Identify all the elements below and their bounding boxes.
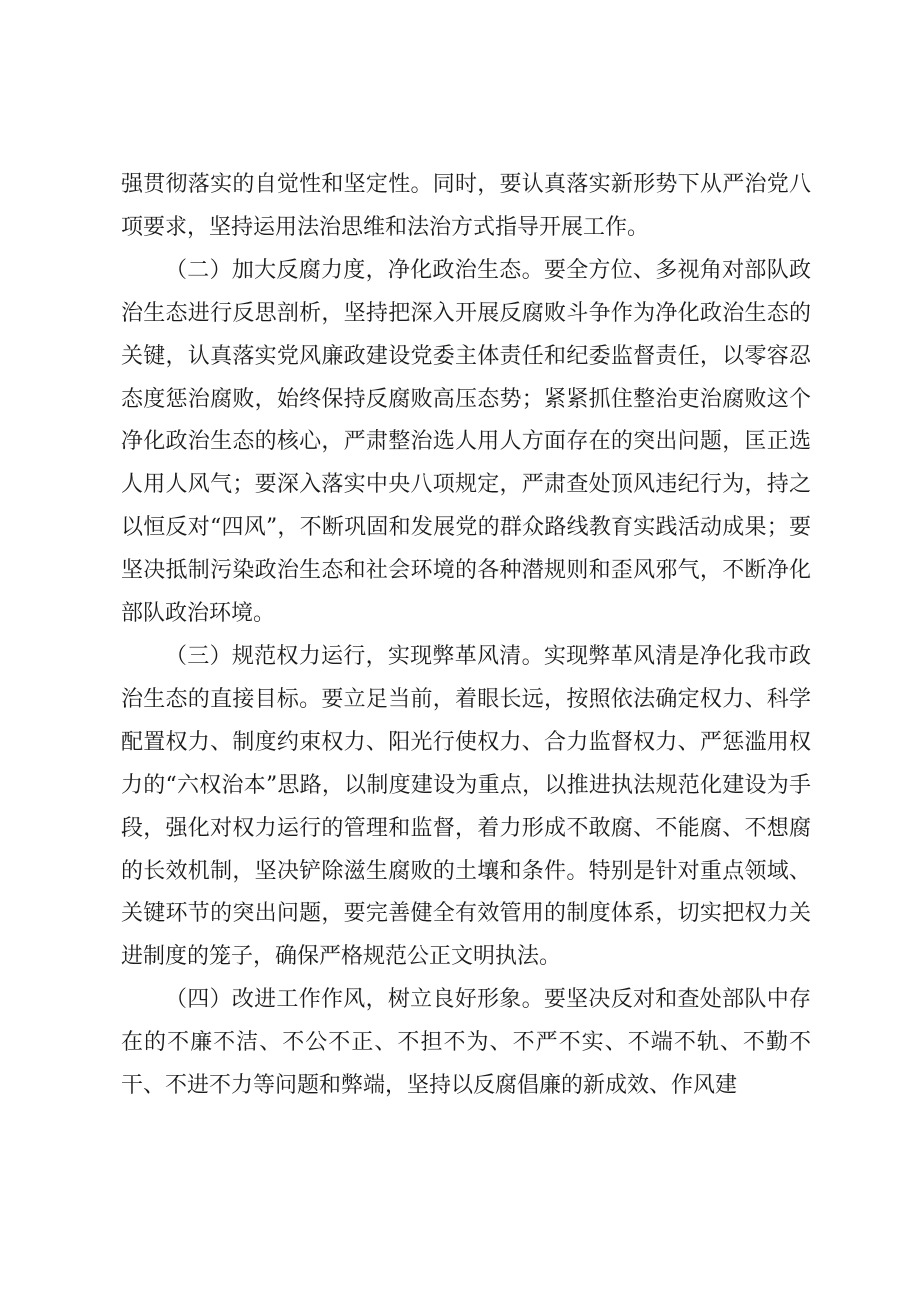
paragraph-section-2: （二）加大反腐力度，净化政治生态。要全方位、多视角对部队政治生态进行反思剖析，坚持把深入开展反腐败斗争作为净化政治生态的关键，认真落实党风廉政建设党委主体责任和纪委监督责任，以零容忍态度惩治腐败，始终保持反腐败高压态势；紧紧抓住整治吏治腐败这个净化政治生态的核心，严肃整治选人用人方面存在的突出问题，匡正选人用人风气；要深入落实中央八项规定，严肃查处顶风违纪行为，持之以恒反对“四风”，不断巩固和发展党的群众路线教育实践活动成果；要坚决抵制污染政治生态和社会环境的各种潜规则和歪风邪气，不断净化部队政治环境。 (121, 257, 811, 627)
document-body (121, 164, 811, 1108)
paragraph-continuation: 强贯彻落实的自觉性和坚定性。同时，要认真落实新形势下从严治党八项要求，坚持运用法治思维和法治方式指导开展工作。 (121, 172, 811, 240)
paragraph-section-3: （三）规范权力运行，实现弊革风清。实现弊革风清是净化我市政治生态的直接目标。要立足当前，着眼长远，按照依法确定权力、科学配置权力、制度约束权力、阳光行使权力、合力监督权力、严惩滥用权力的“六权治本”思路，以制度建设为重点，以推进执法规范化建设为手段，强化对权力运行的管理和监督，着力形成不敢腐、不能腐、不想腐的长效机制，坚决铲除滋生腐败的土壤和条件。特别是针对重点领域、关键环节的突出问题，要完善健全有效管用的制度体系，切实把权力关进制度的笼子，确保严格规范公正文明执法。 (121, 643, 811, 970)
paragraph-section-4: （四）改进工作作风，树立良好形象。要坚决反对和查处部队中存在的不廉不洁、不公不正、不担不为、不严不实、不端不轨、不勤不干、不进不力等问题和弊端，坚持以反腐倡廉的新成效、作风建 (121, 987, 811, 1099)
